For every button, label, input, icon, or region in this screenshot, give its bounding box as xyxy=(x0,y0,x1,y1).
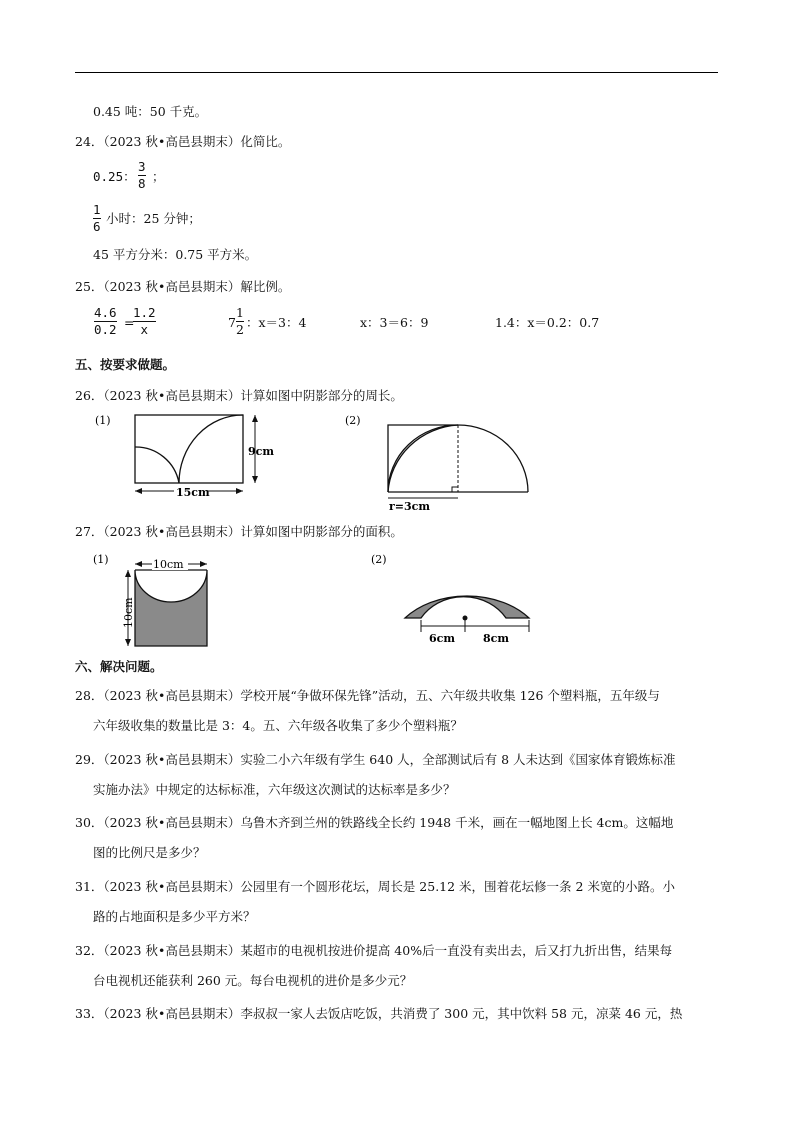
question-29-line-2: 实施办法》中规定的达标标准，六年级这次测试的达标率是多少？ xyxy=(93,782,456,797)
arrow-right-icon xyxy=(236,488,243,494)
q24-item-a-prefix: 0.25： xyxy=(93,169,136,184)
shaded-ring xyxy=(405,596,529,618)
center-point xyxy=(463,616,468,621)
question-29-line-1: 29．（2023 秋•高邑县期末）实验二小六年级有学生 640 人，全部测试后有 8 人未达到《国家体育锻炼标准 xyxy=(75,752,676,767)
right-angle-mark xyxy=(452,487,458,492)
fraction-numerator: 1.2 xyxy=(133,305,156,320)
figure-26-2 xyxy=(340,410,540,515)
section-6-heading: 六、解决问题。 xyxy=(75,659,163,674)
q25-item-a-left-fraction xyxy=(94,306,117,337)
figure-27-1 xyxy=(90,550,220,650)
fraction-denominator: 2 xyxy=(236,322,244,337)
radius-label: r=3cm xyxy=(389,500,431,513)
fraction-denominator: 6 xyxy=(93,219,101,234)
arrow-left-icon xyxy=(135,488,142,494)
question-32-line-1: 32．（2023 秋•高邑县期末）某超市的电视机按进价提高 40%后一直没有卖出去，后又打九折出售，结果每 xyxy=(75,943,673,958)
q25-item-d: 1.4：x＝0.2：0.7 xyxy=(495,315,600,330)
arrow-left-icon xyxy=(135,561,142,567)
figure-label: (1) xyxy=(95,414,111,427)
inner-arc xyxy=(388,425,458,492)
inner-radius-label: 6cm xyxy=(429,632,455,645)
width-label: 10cm xyxy=(153,558,184,571)
section-5-heading: 五、按要求做题。 xyxy=(75,357,176,372)
arrow-down-icon xyxy=(125,639,131,646)
fraction-denominator: x xyxy=(140,322,149,337)
height-label: 9cm xyxy=(248,445,274,458)
arrow-right-icon xyxy=(200,561,207,567)
figure-27-2 xyxy=(365,550,555,650)
header-rule xyxy=(75,72,718,73)
question-25: 25．（2023 秋•高邑县期末）解比例。 xyxy=(75,279,291,294)
arrow-up-icon xyxy=(125,570,131,577)
question-28-line-2: 六年级收集的数量比是 3：4。五、六年级各收集了多少个塑料瓶？ xyxy=(93,718,463,733)
question-30-line-2: 图的比例尺是多少？ xyxy=(93,845,206,860)
q25-item-a-right-fraction xyxy=(133,306,156,337)
q25-item-b-whole: 7 xyxy=(228,315,236,330)
arrow-down-icon xyxy=(252,476,258,483)
question-31-line-2: 路的占地面积是多少平方米？ xyxy=(93,909,256,924)
question-31-line-1: 31．（2023 秋•高邑县期末）公园里有一个圆形花坛，周长是 25.12 米，围着花坛修一条 2 米宽的小路。小 xyxy=(75,879,675,894)
figure-26-1 xyxy=(90,410,290,500)
figure-label: (2) xyxy=(371,553,387,566)
question-30-line-1: 30．（2023 秋•高邑县期末）乌鲁木齐到兰州的铁路线全长约 1948 千米，画在一幅地图上长 4cm。这幅地 xyxy=(75,815,674,830)
q25-item-c: x：3＝6：9 xyxy=(360,315,429,330)
q24-item-a-fraction xyxy=(138,160,146,191)
outer-radius-label: 8cm xyxy=(483,632,509,645)
answer-line-q23: 0.45 吨：50 千克。 xyxy=(93,104,208,119)
fraction-numerator: 4.6 xyxy=(94,305,117,320)
height-label: 10cm xyxy=(122,597,135,628)
large-arc xyxy=(179,415,243,483)
question-33-line-1: 33．（2023 秋•高邑县期末）李叔叔一家人去饭店吃饭，共消费了 300 元，其中饮料 58 元，凉菜 46 元，热 xyxy=(75,1006,683,1021)
q24-item-b-text: 小时：25 分钟； xyxy=(106,211,201,226)
fraction-numerator: 3 xyxy=(138,159,146,174)
q25-item-b-text: ：x＝3：4 xyxy=(246,315,307,330)
q24-item-c: 45 平方分米：0.75 平方米。 xyxy=(93,247,258,262)
fraction-denominator: 0.2 xyxy=(94,322,117,337)
shaded-region xyxy=(135,570,207,646)
fraction-numerator: 1 xyxy=(236,305,244,320)
q24-item-a-suffix: ； xyxy=(152,169,165,184)
small-arc xyxy=(135,447,179,483)
fraction-numerator: 1 xyxy=(93,202,101,217)
arrow-up-icon xyxy=(252,415,258,422)
q25-item-a-equals: = xyxy=(124,315,135,330)
figure-label: (1) xyxy=(93,553,109,566)
fraction-denominator: 8 xyxy=(138,176,146,191)
figure-label: (2) xyxy=(345,414,361,427)
question-26: 26．（2023 秋•高邑县期末）计算如图中阴影部分的周长。 xyxy=(75,388,403,403)
question-27: 27．（2023 秋•高邑县期末）计算如图中阴影部分的面积。 xyxy=(75,524,403,539)
rectangle-outline xyxy=(135,415,243,483)
question-32-line-2: 台电视机还能获利 260 元。每台电视机的进价是多少元？ xyxy=(93,973,413,988)
question-24: 24．（2023 秋•高邑县期末）化简比。 xyxy=(75,134,291,149)
question-28-line-1: 28．（2023 秋•高邑县期末）学校开展“争做环保先锋”活动，五、六年级共收集 126 个塑料瓶，五年级与 xyxy=(75,688,660,703)
width-label: 15cm xyxy=(176,486,210,499)
q24-item-b-fraction xyxy=(93,203,101,234)
q25-item-b-fraction xyxy=(236,306,244,337)
